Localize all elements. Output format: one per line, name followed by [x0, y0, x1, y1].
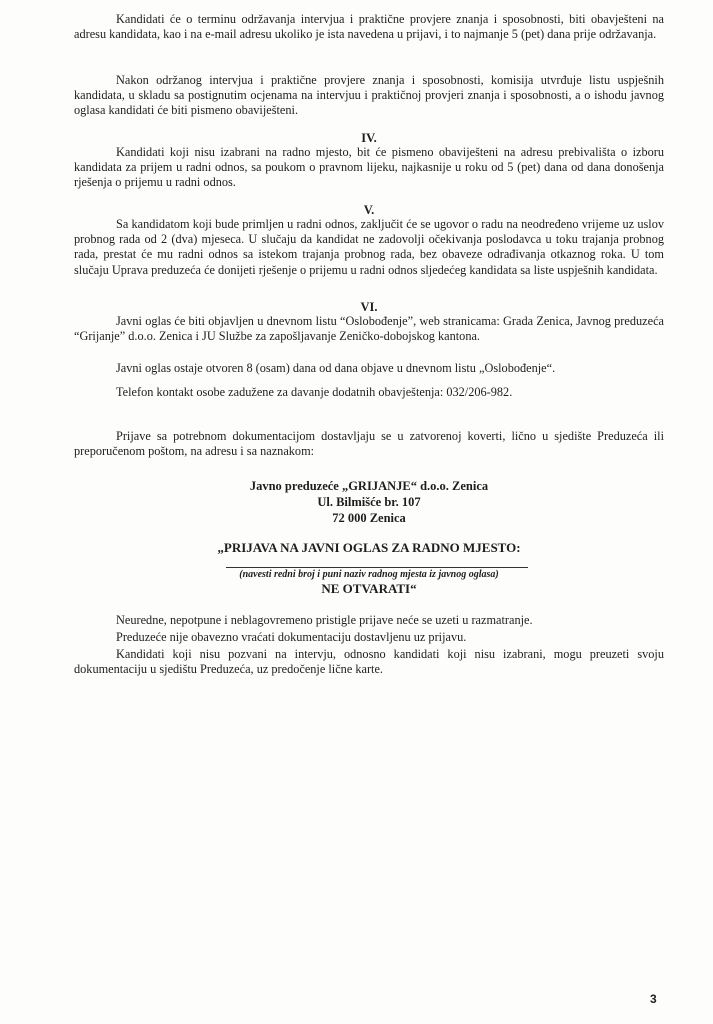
envelope-label-title: „PRIJAVA NA JAVNI OGLAS ZA RADNO MJESTO: — [217, 540, 521, 555]
address-city: 72 000 Zenica — [332, 511, 406, 525]
address-street: Ul. Bilmišće br. 107 — [317, 495, 421, 509]
address-block — [74, 478, 664, 526]
paragraph-interview-notice: Kandidati će o terminu održavanja intervjua i praktične provjere znanja i sposobnosti, biti obavješteni na adresu kandidata, kao i na e-mail adresu ukoliko je ista navedena u prijavi, i to najmanje 5 (pet) dana prije održavanja. — [74, 12, 664, 42]
envelope-do-not-open: NE OTVARATI“ — [321, 581, 417, 596]
paragraph-publication: Javni oglas će biti objavljen u dnevnom listu “Oslobođenje”, web stranicama: Grada Zenica, Javnog preduzeća “Grijanje” d.o.o. Zenica i JU Službe za zapošljavanje Zeničko-dobojskog kantona. — [74, 314, 664, 344]
page-number: 3 — [650, 992, 657, 1006]
paragraph-employment-contract: Sa kandidatom koji bude primljen u radni odnos, zaključit će se ugovor o radu na neodređeno vrijeme uz uslov probnog rada od 2 (dva) mjeseca. U slučaju da kandidat ne zadovolji očekivanja poslodavca u toku trajanja probnog rada, prestat će mu radni odnos sa istekom trajanja probnog rada, bez obaveze odrađivanja otkaznog roka. U tom slučaju Uprava preduzeća će donijeti rješenje o prijemu u radni odnos sljedećeg kandidata sa liste uspješnih kandidata. — [74, 217, 664, 277]
envelope-label-note: (navesti redni broj i puni naziv radnog mjesta iz javnog oglasa) — [239, 569, 499, 580]
paragraph-application-delivery: Prijave sa potrebnom dokumentacijom dostavljaju se u zatvorenoj koverti, lično u sjedište Preduzeća ili preporučenom poštom, na adresu i sa naznakom: — [74, 429, 664, 459]
paragraph-incomplete-applications: Neuredne, nepotpune i neblagovremeno pristigle prijave neće se uzeti u razmatranje. — [116, 613, 533, 627]
section-heading-iv: IV. — [361, 131, 377, 145]
address-company: Javno preduzeće „GRIJANJE“ d.o.o. Zenica — [249, 479, 489, 493]
paragraph-documents-not-returned: Preduzeće nije obavezno vraćati dokumentaciju dostavljenu uz prijavu. — [116, 630, 467, 644]
paragraph-document-pickup: Kandidati koji nisu pozvani na intervju, odnosno kandidati koji nisu izabrani, mogu preuzeti svoju dokumentaciju u sjedištu Preduzeća, uz predočenje lične karte. — [74, 647, 664, 677]
paragraph-commission-list: Nakon održanog intervjua i praktične provjere znanja i sposobnosti, komisija utvrđuje listu uspješnih kandidata, u skladu sa postignutim ocjenama na intervjuu i praktičnoj provjeri znanja i sposobnosti, a o ishodu javnog oglasa kandidati će biti pismeno obaviješteni. — [74, 73, 664, 118]
paragraph-open-period: Javni oglas ostaje otvoren 8 (osam) dana od dana objave u dnevnom listu „Oslobođenje“. — [116, 361, 556, 375]
paragraph-contact-phone: Telefon kontakt osobe zadužene za davanje dodatnih obavještenja: 032/206-982. — [116, 385, 513, 399]
fill-in-line — [226, 567, 528, 568]
section-heading-vi: VI. — [360, 300, 378, 314]
paragraph-unselected-candidates: Kandidati koji nisu izabrani na radno mjesto, bit će pismeno obaviješteni na adresu prebivališta o izboru kandidata za prijem u radni odnos, sa poukom o pravnom lijeku, najkasnije u roku od 5 (pet) dana od dana donošenja rješenja o prijemu u radni odnos. — [74, 145, 664, 190]
section-heading-v: V. — [363, 203, 375, 217]
